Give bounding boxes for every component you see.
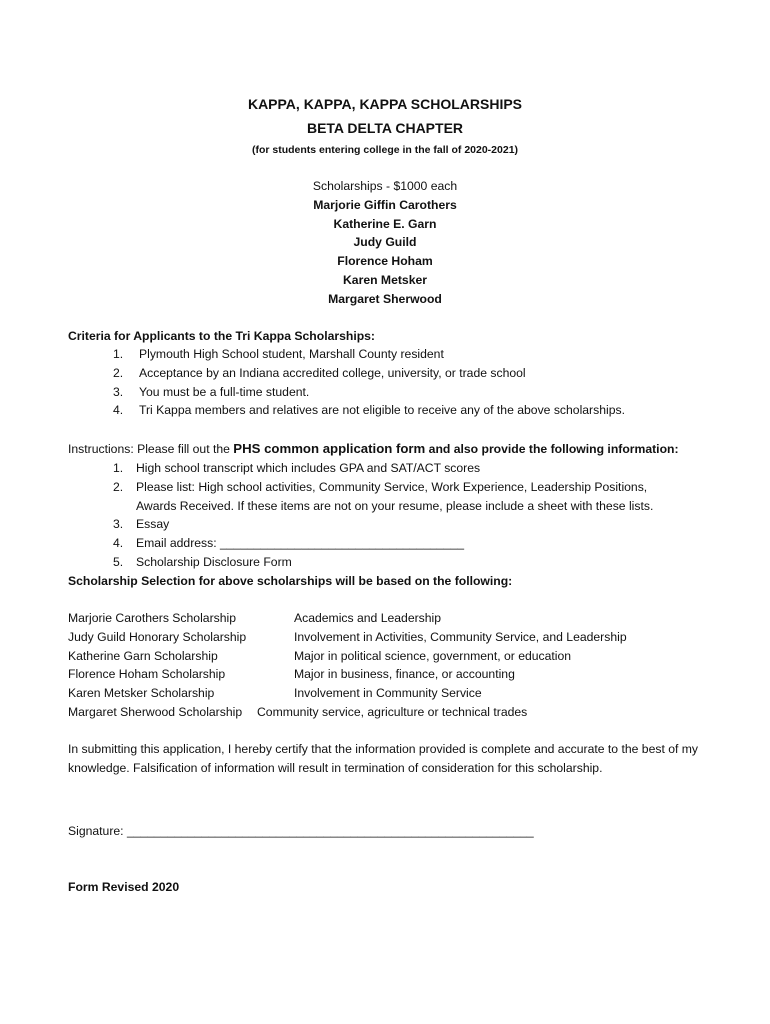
item-text: High school transcript which includes GPA and SAT/ACT scores [136,461,481,475]
instructions-line [68,440,679,459]
chapter-title: BETA DELTA CHAPTER [306,120,464,136]
criteria-cell: Academics and Leadership [294,611,442,625]
certification-statement: In submitting this application, I hereby certify that the information provided is complete and accurate to the best of my knowledge. Falsification of information will result in termination of consideration for this scholarship. [68,742,699,775]
selection-heading: Scholarship Selection for above scholarships will be based on the following: [68,574,513,588]
scholarship-list [0,177,770,309]
item-number: 2. [113,365,124,380]
item-text: Acceptance by an Indiana accredited college, university, or trade school [139,365,526,380]
scholarship-name-cell: Margaret Sherwood Scholarship [68,704,243,719]
item-number: 4. [113,536,124,551]
instructions-trail: and also provide the following information: [425,442,679,456]
item-text: Tri Kappa members and relatives are not eligible to receive any of the above scholarships. [139,403,625,418]
scholarship-name: Katherine E. Garn [333,216,437,231]
criteria-cell: Major in political science, government, or education [294,648,572,663]
instructions-lead: Instructions: Please fill out the [68,442,234,456]
criteria-cell: Involvement in Community Service [294,686,482,701]
scholarship-name: Florence Hoham [337,254,433,269]
item-number: 2. [113,479,124,494]
item-text: Plymouth High School student, Marshall County resident [139,347,444,361]
scholarship-name-cell: Marjorie Carothers Scholarship [68,611,236,625]
item-text-continued: Awards Received. If these items are not on your resume, please include a sheet with these lists. [136,498,654,513]
signature-line: Signature: ____________________________________________________________ [68,824,534,838]
item-text: Please list: High school activities, Community Service, Work Experience, Leadership Positions, [136,479,648,494]
item-number: 4. [113,403,124,418]
scholarship-name: Karen Metsker [343,272,427,287]
application-form-name: PHS common application form [233,441,426,456]
scholarship-name-cell: Judy Guild Honorary Scholarship [68,629,247,644]
email-address-field: Email address: ____________________________________ [136,536,465,551]
item-text: Scholarship Disclosure Form [136,554,292,569]
scholarship-amount: Scholarships - $1000 each [312,179,458,193]
scholarship-name: Judy Guild [353,235,417,250]
item-text: Essay [136,517,170,532]
form-revised-note: Form Revised 2020 [68,880,180,894]
item-number: 1. [113,347,124,361]
scholarship-name: Margaret Sherwood [328,291,442,306]
item-number: 3. [113,517,124,532]
item-text: You must be a full-time student. [139,384,310,399]
scholarship-name: Marjorie Giffin Carothers [313,197,457,212]
scholarship-name-cell: Florence Hoham Scholarship [68,667,226,682]
document-title: KAPPA, KAPPA, KAPPA SCHOLARSHIPS [247,96,523,112]
scholarship-name-cell: Karen Metsker Scholarship [68,686,215,701]
criteria-heading: Criteria for Applicants to the Tri Kappa Scholarships: [68,329,375,343]
scholarship-name-cell: Katherine Garn Scholarship [68,648,218,663]
criteria-cell: Community service, agriculture or technical trades [257,704,528,719]
item-number: 1. [113,461,124,475]
criteria-cell: Major in business, finance, or accounting [294,667,515,682]
criteria-cell: Involvement in Activities, Community Service, and Leadership [294,629,627,644]
item-number: 3. [113,384,124,399]
subtitle: (for students entering college in the fall of 2020-2021) [251,144,519,156]
item-number: 5. [113,554,124,569]
